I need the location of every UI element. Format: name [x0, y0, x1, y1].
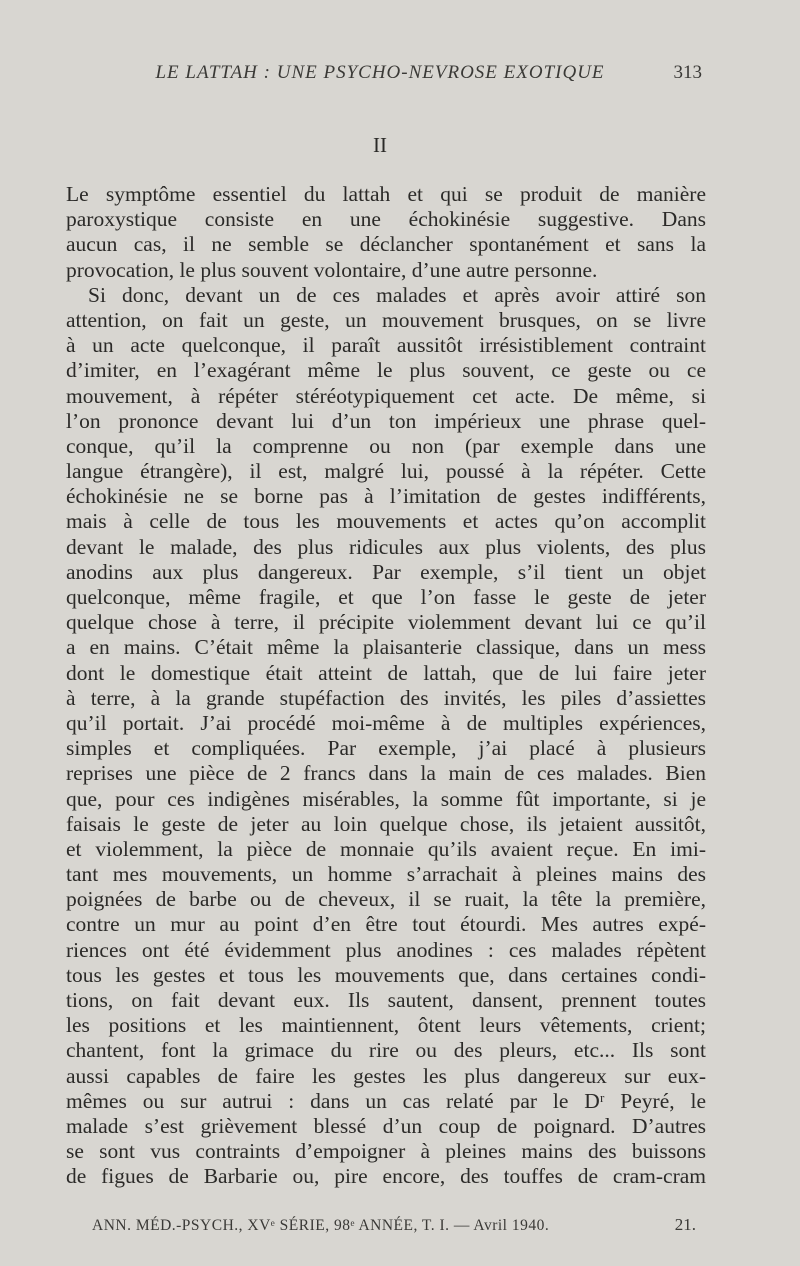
page-number: 313 [673, 62, 702, 83]
text-line: a en mains. C’était même la plaisanterie classique, dans un mess [66, 635, 706, 660]
text-line: attention, on fait un geste, un mouvement brusques, on se livre [66, 307, 706, 332]
signature-mark: 21. [674, 1215, 696, 1234]
text-line: quelque chose à terre, il précipite violemment devant lui ce qu’il [66, 610, 706, 635]
text-line: dont le domestique était atteint de lattah, que de lui faire jeter [66, 660, 706, 685]
text-line: que, pour ces indigènes misérables, la somme fût importante, si je [66, 786, 706, 811]
text-line: Si donc, devant un de ces malades et après avoir attiré son [88, 282, 706, 307]
text-line: aussi capables de faire les gestes les plus dangereux sur eux- [66, 1063, 706, 1088]
text-line: reprises une pièce de 2 francs dans la main de ces malades. Bien [66, 761, 706, 786]
text-line: se sont vus contraints d’empoigner à pleines mains des buissons [66, 1139, 706, 1164]
text-line: chantent, font la grimace du rire ou des pleurs, etc... Ils sont [66, 1038, 706, 1063]
text-line: malade s’est grièvement blessé d’un coup de poignard. D’autres [66, 1113, 706, 1138]
text-line: simples et compliquées. Par exemple, j’ai placé à plusieurs [66, 736, 706, 761]
text-line: faisais le geste de jeter au loin quelque chose, ils jetaient aussitôt, [66, 811, 706, 836]
text-line: provocation, le plus souvent volontaire, d’une autre personne. [66, 257, 598, 282]
text-line: quelconque, même fragile, et que l’on fasse le geste de jeter [66, 585, 706, 609]
text-line: riences ont été évidemment plus anodines : ces malades répètent [66, 937, 706, 962]
text-line: à un acte quelconque, il paraît aussitôt irrésistiblement contraint [66, 333, 706, 358]
text-line: tous les gestes et tous les mouvements que, dans certaines condi- [66, 962, 706, 987]
text-line: aucun cas, il ne semble se déclancher spontanément et sans la [66, 232, 706, 257]
text-line: langue étrangère), il est, malgré lui, poussé à la répéter. Cette [66, 459, 706, 484]
text-line: paroxystique consiste en une échokinésie suggestive. Dans [66, 207, 706, 232]
section-heading: II [373, 133, 387, 157]
text-line: tions, on fait devant eux. Ils sautent, dansent, prennent toutes [66, 988, 706, 1012]
text-line: à terre, à la grande stupéfaction des invités, les piles d’assiettes [66, 685, 706, 710]
text-line: échokinésie ne se borne pas à l’imitation de gestes indifférents, [66, 484, 706, 509]
text-line: mouvement, à répéter stéréotypiquement cet acte. De même, si [66, 383, 706, 408]
text-line: tant mes mouvements, un homme s’arrachait à pleines mains des [66, 862, 706, 887]
text-line: qu’il portait. J’ai procédé moi-même à de multiples expériences, [66, 710, 706, 735]
text-line: mais à celle de tous les mouvements et actes qu’on accomplit [66, 509, 706, 534]
text-line: devant le malade, des plus ridicules aux plus violents, des plus [66, 534, 706, 559]
text-line: poignées de barbe ou de cheveux, il se ruait, la tête la première, [66, 887, 706, 912]
text-line: d’imiter, en l’exagérant même le plus souvent, ce geste ou ce [66, 358, 706, 383]
text-line: mêmes ou sur autrui : dans un cas relaté par le Dʳ Peyré, le [66, 1088, 706, 1113]
running-header: LE LATTAH : UNE PSYCHO-NEVROSE EXOTIQUE [155, 62, 605, 83]
text-line: et violemment, la pièce de monnaie qu’ils avaient reçue. En imi- [66, 836, 706, 861]
body-text [66, 182, 706, 1190]
text-line: l’on prononce devant lui d’un ton impérieux une phrase quel- [66, 408, 706, 433]
text-line: Le symptôme essentiel du lattah et qui se produit de manière [66, 182, 706, 206]
text-line: de figues de Barbarie ou, pire encore, des touffes de cram-cram [66, 1164, 706, 1189]
text-line: anodins aux plus dangereux. Par exemple, s’il tient un objet [66, 559, 706, 584]
text-line: contre un mur au point d’en être tout étourdi. Mes autres expé- [66, 912, 706, 937]
text-line: conque, qu’il la comprenne ou non (par exemple dans une [66, 433, 706, 458]
text-line: les positions et les maintiennent, ôtent leurs vêtements, crient; [66, 1013, 706, 1038]
journal-citation: ANN. MÉD.-PSYCH., XVᵉ SÉRIE, 98ᵉ ANNÉE, T. I. — Avril 1940. [92, 1217, 550, 1234]
